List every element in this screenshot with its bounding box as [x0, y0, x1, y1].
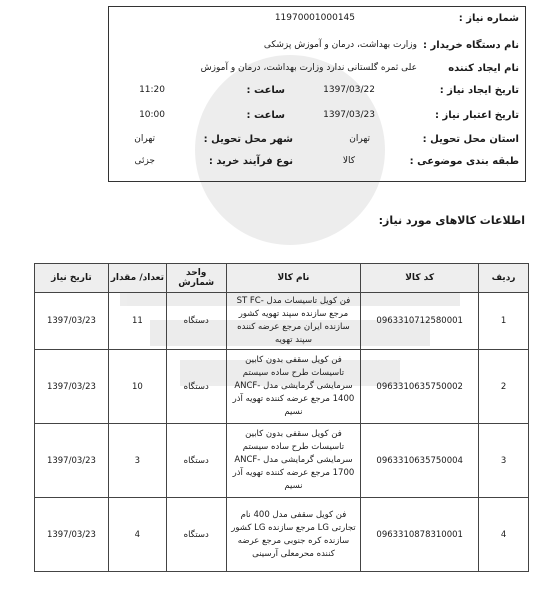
- col-header-date: تاریخ نیاز: [35, 264, 109, 293]
- province-label: استان محل تحویل :: [422, 134, 519, 145]
- col-header-unit: واحد شمارش: [166, 264, 226, 293]
- item-unit: دستگاه: [166, 498, 226, 572]
- table-row: [35, 498, 529, 572]
- row-index: 4: [479, 498, 529, 572]
- need-number-value: 11970001000145: [274, 13, 355, 23]
- item-quantity: 3: [108, 424, 166, 498]
- item-date: 1397/03/23: [35, 498, 109, 572]
- item-date: 1397/03/23: [35, 350, 109, 424]
- city-label: شهر محل تحویل :: [203, 134, 293, 145]
- col-header-code: کد کالا: [361, 264, 479, 293]
- item-quantity: 11: [108, 293, 166, 350]
- item-name: فن کویل سقفی بدون کابین تاسیسات طرح ساده سیستم سرمایشی گرمایشی مدل ANCF-1700 مرجع عرضه کننده تهویه آذر نسیم: [226, 424, 361, 498]
- table-row: [35, 424, 529, 498]
- item-unit: دستگاه: [166, 293, 226, 350]
- table-row: [35, 350, 529, 424]
- item-code: 0963310635750004: [361, 424, 479, 498]
- valid-date-label: تاریخ اعتبار نیاز :: [435, 110, 519, 121]
- valid-date-value: 1397/03/23: [323, 110, 375, 120]
- buyer-label: نام دستگاه خریدار :: [423, 40, 519, 51]
- item-name: فن کویل سقفی مدل 400 نام تجارتی LG مرجع سازنده LG کشور سازنده کره جنوبی مرجع عرضه کننده محرمعلی آرسینی: [226, 498, 361, 572]
- creator-label: نام ایجاد کننده: [448, 63, 519, 74]
- province-value: تهران: [349, 134, 370, 144]
- item-code: 0963310635750002: [361, 350, 479, 424]
- row-index: 1: [479, 293, 529, 350]
- col-header-quantity: تعداد/ مقدار: [108, 264, 166, 293]
- category-label: طبقه بندی موضوعی :: [409, 156, 519, 167]
- creator-value: علی ثمره گلستانی ندارد وزارت بهداشت، درمان و آموزش: [200, 63, 417, 73]
- item-date: 1397/03/23: [35, 293, 109, 350]
- row-index: 2: [479, 350, 529, 424]
- table-header-row: [35, 264, 529, 293]
- need-info-box: [108, 6, 526, 182]
- col-header-index: ردیف: [479, 264, 529, 293]
- buyer-value: وزارت بهداشت، درمان و آموزش پزشکی: [263, 40, 417, 50]
- city-value: تهران: [134, 134, 155, 144]
- category-value: کالا: [342, 156, 355, 166]
- created-time-value: 11:20: [139, 85, 165, 95]
- item-name: فن کویل تاسیسات مدل -ST FC مرجع سازنده سپند تهویه کشور سازنده ایران مرجع عرضه کننده سپند تهویه: [226, 293, 361, 350]
- process-value: جزئی: [134, 156, 155, 166]
- created-date-label: تاریخ ایجاد نیاز :: [439, 85, 519, 96]
- item-code: 0963310878310001: [361, 498, 479, 572]
- item-unit: دستگاه: [166, 350, 226, 424]
- need-number-label: شماره نیاز :: [458, 13, 519, 24]
- items-section-title: اطلاعات کالاهای مورد نیاز:: [378, 214, 525, 227]
- item-quantity: 10: [108, 350, 166, 424]
- item-code: 0963310712580001: [361, 293, 479, 350]
- valid-time-label: ساعت :: [246, 110, 285, 121]
- item-unit: دستگاه: [166, 424, 226, 498]
- created-date-value: 1397/03/22: [323, 85, 375, 95]
- table-row: [35, 293, 529, 350]
- valid-time-value: 10:00: [139, 110, 165, 120]
- col-header-name: نام کالا: [226, 264, 361, 293]
- item-name: فن کویل سقفی بدون کابین تاسیسات طرح ساده سیستم سرمایشی گرمایشی مدل ANCF-1400 مرجع عرضه کننده تهویه آذر نسیم: [226, 350, 361, 424]
- row-index: 3: [479, 424, 529, 498]
- created-time-label: ساعت :: [246, 85, 285, 96]
- item-date: 1397/03/23: [35, 424, 109, 498]
- process-label: نوع فرآیند خرید :: [208, 156, 293, 167]
- item-quantity: 4: [108, 498, 166, 572]
- items-table: [34, 263, 529, 572]
